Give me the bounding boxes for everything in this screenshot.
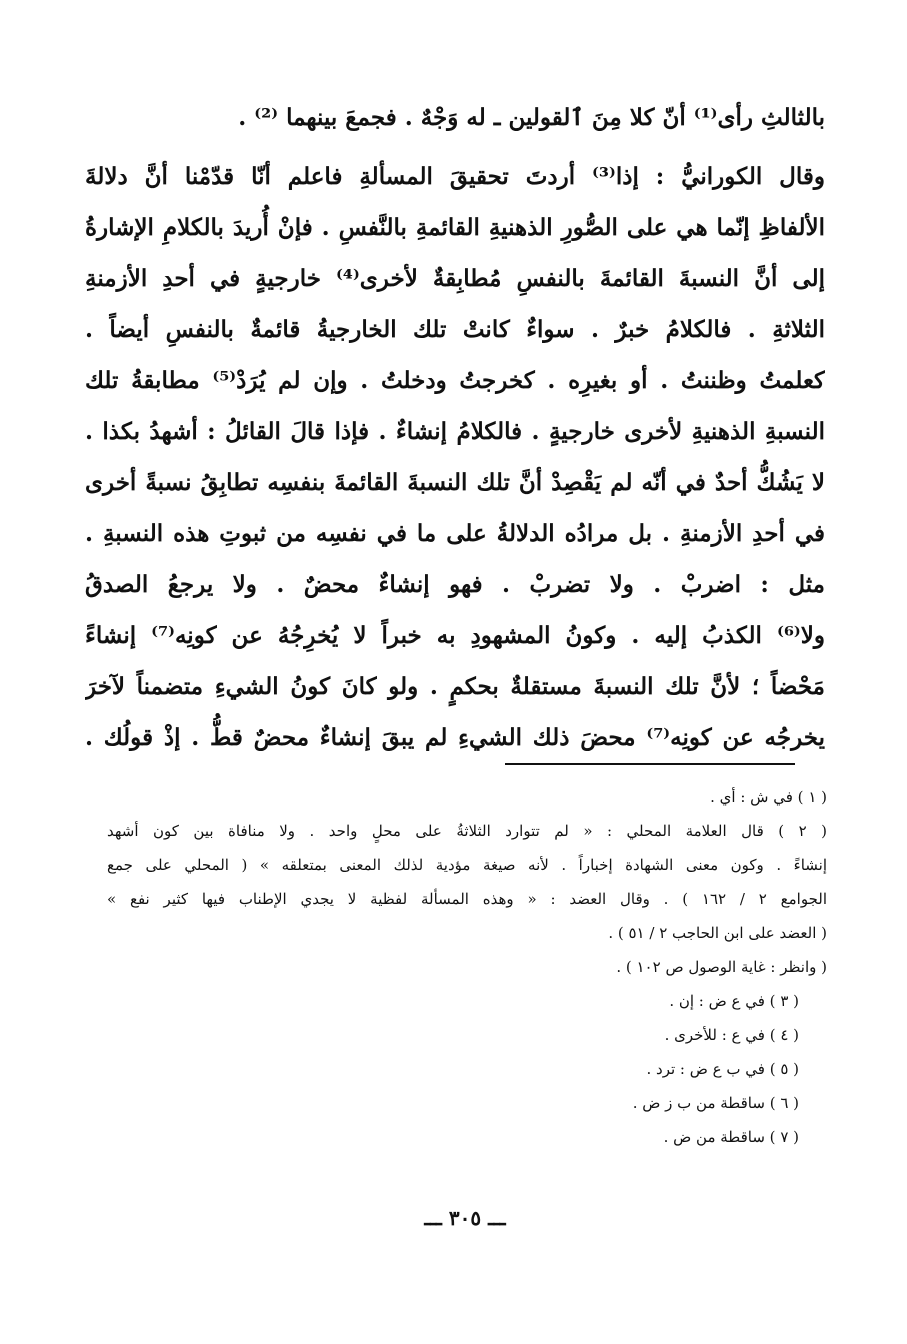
text-line: الألفاظِ إنّما هي على الصُّورِ الذهنيةِ القائمةِ بالنَّفسِ . فإنْ أُريدَ بالكلامِ الإشارةُ	[85, 214, 825, 241]
footnote-line: ( ٧ ) ساقطة من ض .	[663, 1128, 799, 1146]
text-line: بالثالثِ رأى⁽¹⁾ أنّ كلا مِنَ ٱلقولين ـ له وَجْهٌ . فجمعَ بينهما ⁽²⁾ .	[238, 104, 825, 131]
footnote-line: ( وانظر : غاية الوصول ص ١٠٢ ) .	[616, 958, 827, 976]
footnote-line: ( ٤ ) في ع : للأخرى .	[664, 1026, 799, 1044]
text-line: يخرجُه عن كونِه⁽⁷⁾ محضَ ذلك الشيءِ لم يبقَ إنشاءٌ محضٌ قطُّ . إذْ قولُك .	[85, 724, 825, 751]
text-line: ولا⁽⁶⁾ الكذبُ إليه . وكونُ المشهودِ به خبراً لا يُخرِجُهُ عن كونِه⁽⁷⁾ إنشاءً	[85, 622, 825, 649]
main-text-block	[85, 92, 825, 763]
text-line: مَحْضاً ؛ لأنَّ تلك النسبةَ مستقلةٌ بحكمٍ . ولو كانَ كونُ الشيءِ متضمناً لآخرَ	[85, 673, 825, 700]
text-line: النسبةِ الذهنيةِ لأخرى خارجيةٍ . فالكلامُ إنشاءٌ . فإذا قالَ القائلُ : أشهدُ بكذا .	[85, 418, 825, 445]
text-line: الثلاثةِ . فالكلامُ خبرٌ . سواءٌ كانتْ تلك الخارجيةُ قائمةٌ بالنفسِ أيضاً .	[85, 316, 825, 343]
page-number: ـــ ٣٠٥ ـــ	[424, 1206, 506, 1230]
footnote-line: إنشاءً . وكون معنى الشهادة إخباراً . لأنه صيغة مؤدية لذلك المعنى بمتعلقه » ( المحلي على جمع	[107, 856, 827, 874]
footnote-line: ( ٣ ) في ع ض : إن .	[669, 992, 799, 1010]
footnote-line: الجوامع ٢ / ١٦٢ ) . وقال العضد : « وهذه المسألة لفظية لا يجدي الإطناب فيها كثير نفع »	[107, 890, 827, 908]
footnotes-block	[107, 780, 827, 1154]
footnote-line: ( ٢ ) قال العلامة المحلي : « لم تتوارد الثلاثةُ على محلٍ واحد . ولا منافاة بين كون أشهد	[107, 822, 827, 840]
footnote-line: ( العضد على ابن الحاجب ٢ / ٥١ ) .	[608, 924, 827, 942]
text-line: مثل : اضربْ . ولا تضربْ . فهو إنشاءٌ محضٌ . ولا يرجعُ الصدقُ	[85, 571, 825, 598]
text-line: لا يَشُكُّ أحدٌ في أنّه لم يَقْصِدْ أنَّ تلك النسبةَ القائمةَ بنفسِه تطابِقُ نسبةً أخرى	[85, 469, 825, 496]
text-line: كعلمتُ وظننتُ . أو بغيرِه . كخرجتُ ودخلتُ . وإن لم يُرَدْ⁽⁵⁾ مطابقةُ تلك	[85, 367, 825, 394]
footnote-line: ( ٦ ) ساقطة من ب ز ض .	[632, 1094, 799, 1112]
text-line: في أحدِ الأزمنةِ . بل مرادُه الدلالةُ على ما في نفسِه من ثبوتِ هذه النسبةِ .	[85, 520, 825, 547]
text-line: وقال الكورانيُّ : إذا⁽³⁾ أردتَ تحقيقَ المسألةِ فاعلم أنّا قدّمْنا أنَّ دلالةَ	[85, 163, 825, 190]
footnote-line: ( ٥ ) في ب ع ض : ترد .	[646, 1060, 799, 1078]
text-line: إلى أنَّ النسبةَ القائمةَ بالنفسِ مُطابِقةٌ لأخرى⁽⁴⁾ خارجيةٍ في أحدِ الأزمنةِ	[85, 265, 825, 292]
footnote-divider	[505, 763, 795, 765]
footnote-line: ( ١ ) في ش : أي .	[710, 788, 827, 806]
